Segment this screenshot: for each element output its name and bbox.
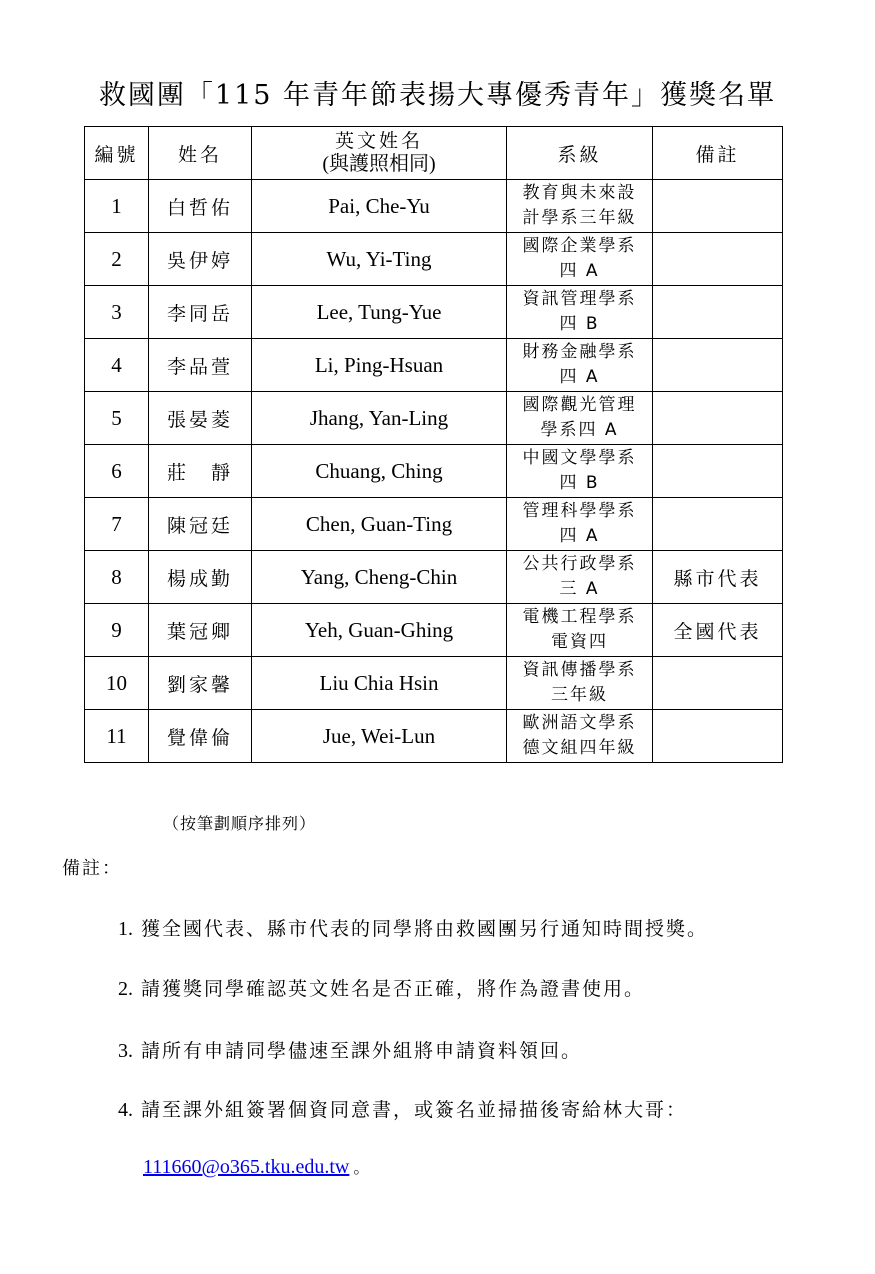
cell-no: 3 — [85, 286, 149, 339]
note-number: 4. — [118, 1099, 133, 1121]
note-3 — [118, 1036, 582, 1063]
cell-no: 7 — [85, 498, 149, 551]
cell-remark — [653, 180, 783, 233]
cell-remark — [653, 710, 783, 763]
header-remark: 備註 — [653, 127, 783, 180]
cell-english-name: Yang, Cheng-Chin — [252, 551, 507, 604]
cell-department — [507, 180, 653, 233]
cell-department — [507, 286, 653, 339]
table-header-row — [85, 127, 783, 180]
table-row — [85, 551, 783, 604]
department-line-2: 學系四 A — [540, 420, 619, 440]
cell-remark — [653, 339, 783, 392]
cell-remark — [653, 498, 783, 551]
cell-no: 9 — [85, 604, 149, 657]
cell-no: 6 — [85, 445, 149, 498]
department-line-1: 管理科學學系 — [522, 501, 637, 521]
email-line — [143, 1154, 369, 1179]
table-row — [85, 392, 783, 445]
cell-department — [507, 445, 653, 498]
cell-department — [507, 498, 653, 551]
department-line-1: 中國文學學系 — [522, 448, 637, 468]
department-line-2: 三 A — [559, 579, 600, 599]
cell-english-name: Chen, Guan-Ting — [252, 498, 507, 551]
cell-name: 張晏菱 — [149, 392, 252, 445]
cell-department — [507, 604, 653, 657]
cell-name: 覺偉倫 — [149, 710, 252, 763]
department-line-2: 四 A — [559, 261, 600, 281]
cell-department — [507, 657, 653, 710]
header-english-name-line1: 英文姓名 — [334, 130, 423, 152]
department-line-1: 國際觀光管理 — [522, 395, 637, 415]
department-line-1: 資訊傳播學系 — [522, 660, 637, 680]
table-row — [85, 339, 783, 392]
table-row — [85, 498, 783, 551]
table-row — [85, 445, 783, 498]
note-text: 請獲獎同學確認英文姓名是否正確，將作為證書使用。 — [141, 978, 646, 1000]
cell-remark — [653, 657, 783, 710]
department-line-1: 資訊管理學系 — [522, 289, 637, 309]
table-row — [85, 180, 783, 233]
table-row — [85, 657, 783, 710]
department-line-2: 電資四 — [551, 632, 608, 652]
table-row — [85, 710, 783, 763]
cell-name: 白哲佑 — [149, 180, 252, 233]
note-number: 1. — [118, 918, 133, 940]
cell-no: 1 — [85, 180, 149, 233]
table-row — [85, 233, 783, 286]
cell-department — [507, 710, 653, 763]
note-1 — [118, 914, 708, 941]
department-line-1: 國際企業學系 — [522, 236, 637, 256]
cell-remark — [653, 392, 783, 445]
remarks-label: 備註： — [62, 858, 122, 879]
cell-remark — [653, 286, 783, 339]
note-text: 請至課外組簽署個資同意書，或簽名並掃描後寄給林大哥： — [141, 1099, 688, 1121]
cell-english-name: Lee, Tung-Yue — [252, 286, 507, 339]
department-line-2: 四 B — [559, 473, 600, 493]
cell-english-name: Pai, Che-Yu — [252, 180, 507, 233]
note-2 — [118, 974, 645, 1001]
cell-name: 李同岳 — [149, 286, 252, 339]
cell-remark — [653, 233, 783, 286]
awards-table — [84, 126, 783, 763]
department-line-1: 財務金融學系 — [522, 342, 637, 362]
header-department: 系級 — [507, 127, 653, 180]
header-english-name-line2: (與護照相同) — [322, 153, 436, 175]
cell-english-name: Jhang, Yan-Ling — [252, 392, 507, 445]
header-no: 編號 — [85, 127, 149, 180]
department-line-2: 三年級 — [551, 685, 608, 705]
cell-english-name: Chuang, Ching — [252, 445, 507, 498]
cell-name: 吳伊婷 — [149, 233, 252, 286]
table-row — [85, 604, 783, 657]
cell-department — [507, 339, 653, 392]
document-title: 救國團「115 年青年節表揚大專優秀青年」獲獎名單 — [98, 80, 777, 111]
cell-english-name: Liu Chia Hsin — [252, 657, 507, 710]
header-english-name — [252, 127, 507, 180]
department-line-2: 德文組四年級 — [522, 738, 637, 758]
cell-department — [507, 392, 653, 445]
cell-english-name: Yeh, Guan-Ghing — [252, 604, 507, 657]
cell-remark: 全國代表 — [653, 604, 783, 657]
cell-no: 8 — [85, 551, 149, 604]
cell-name: 楊成勤 — [149, 551, 252, 604]
department-line-1: 教育與未來設 — [522, 183, 637, 203]
cell-department — [507, 551, 653, 604]
note-number: 2. — [118, 978, 133, 1000]
cell-department — [507, 233, 653, 286]
cell-name: 莊 靜 — [149, 445, 252, 498]
cell-name: 李品萱 — [149, 339, 252, 392]
note-4 — [118, 1095, 687, 1122]
note-text: 請所有申請同學儘速至課外組將申請資料領回。 — [141, 1040, 583, 1062]
cell-no: 11 — [85, 710, 149, 763]
cell-no: 2 — [85, 233, 149, 286]
department-line-1: 電機工程學系 — [522, 607, 637, 627]
order-note: （按筆劃順序排列） — [163, 814, 317, 833]
cell-name: 葉冠卿 — [149, 604, 252, 657]
cell-remark: 縣市代表 — [653, 551, 783, 604]
table-row — [85, 286, 783, 339]
department-line-1: 歐洲語文學系 — [522, 713, 637, 733]
email-link[interactable]: 111660@o365.tku.edu.tw — [143, 1156, 350, 1178]
email-suffix: 。 — [353, 1158, 370, 1177]
department-line-1: 公共行政學系 — [522, 554, 637, 574]
department-line-2: 四 A — [559, 526, 600, 546]
note-number: 3. — [118, 1040, 133, 1062]
cell-no: 5 — [85, 392, 149, 445]
cell-english-name: Li, Ping-Hsuan — [252, 339, 507, 392]
cell-name: 陳冠廷 — [149, 498, 252, 551]
cell-english-name: Wu, Yi-Ting — [252, 233, 507, 286]
cell-name: 劉家馨 — [149, 657, 252, 710]
department-line-2: 四 A — [559, 367, 600, 387]
cell-no: 10 — [85, 657, 149, 710]
cell-remark — [653, 445, 783, 498]
cell-english-name: Jue, Wei-Lun — [252, 710, 507, 763]
header-name: 姓名 — [149, 127, 252, 180]
cell-no: 4 — [85, 339, 149, 392]
department-line-2: 四 B — [559, 314, 600, 334]
department-line-2: 計學系三年級 — [522, 208, 637, 228]
note-text: 獲全國代表、縣市代表的同學將由救國團另行通知時間授獎。 — [141, 918, 709, 940]
